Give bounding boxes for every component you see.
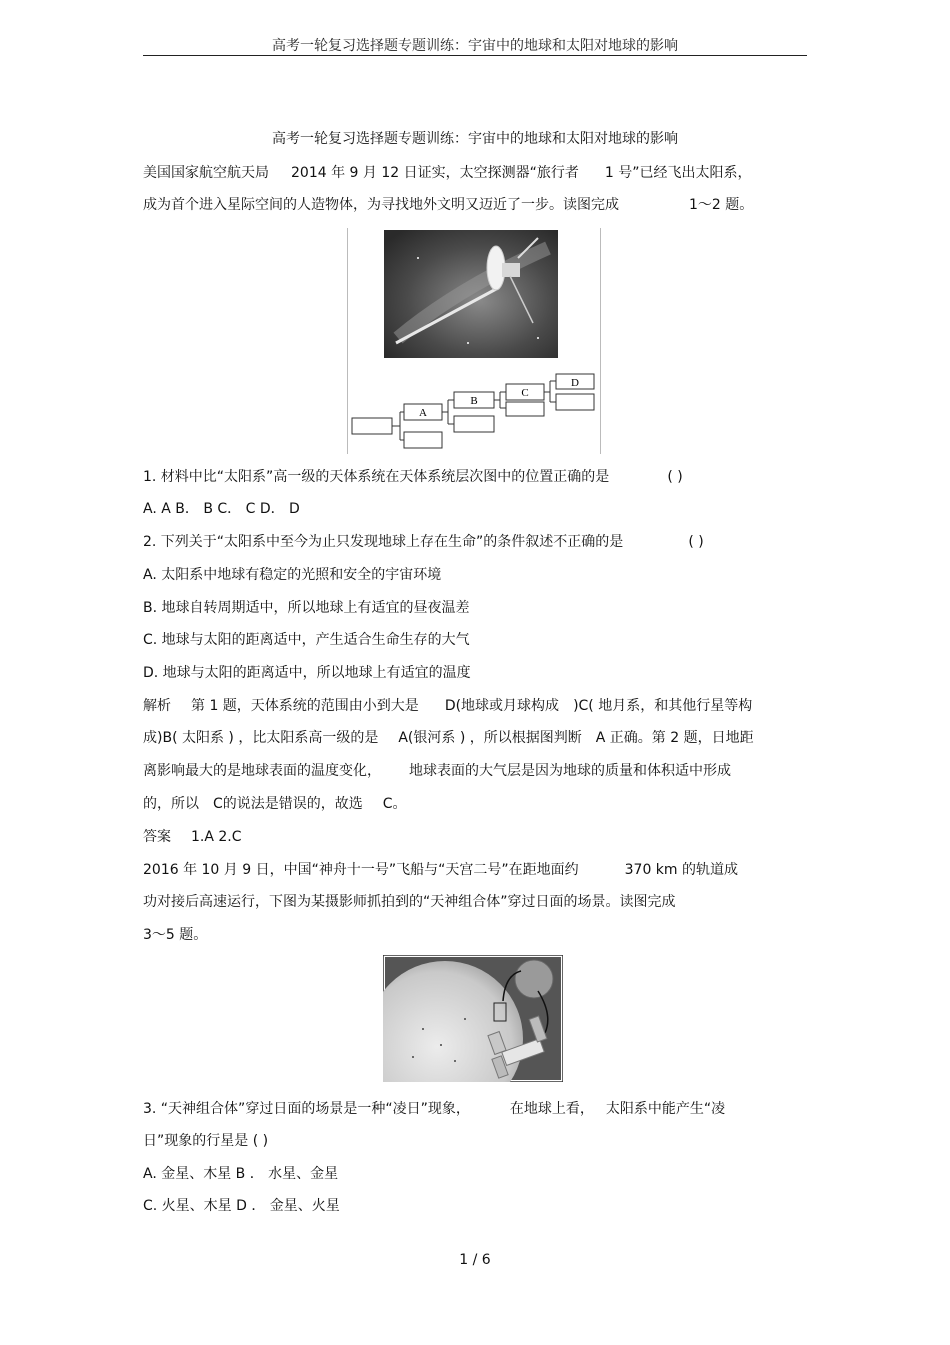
figure-sun-transit — [383, 955, 563, 1082]
analysis-l2-c: A 正确。第 2 题，日地距 — [595, 730, 754, 746]
voyager-body — [502, 263, 520, 277]
label-d: D — [571, 377, 579, 389]
question-1-text: 1. 材料中比“太阳系”高一级的天体系统在天体系统层次图中的位置正确的是 — [143, 469, 610, 485]
box-c-sibling — [506, 402, 544, 416]
box-d-sibling — [556, 394, 594, 410]
box-b-sibling — [454, 416, 494, 432]
answer-line — [143, 826, 242, 846]
question-3-line-1 — [143, 1098, 725, 1118]
analysis-l2-b: A(银河系 ) ，所以根据图判断 — [398, 730, 582, 746]
analysis-l3-b: 地球表面的大气层是因为地球的质量和体积适中形成 — [409, 763, 731, 779]
intro-1-line-2 — [143, 194, 753, 214]
page-number: 1 / 6 — [459, 1252, 491, 1268]
question-3-options-cd: C. 火星、木星 D ． 金星、火星 — [143, 1198, 340, 1214]
question-1 — [143, 466, 683, 486]
running-header: 高考一轮复习选择题专题训练：宇宙中的地球和太阳对地球的影响 — [272, 38, 678, 54]
label-a: A — [419, 407, 427, 419]
intro-2-part-b: 370 km 的轨道成 — [624, 862, 738, 878]
answer-label: 答案 — [143, 829, 171, 845]
box-a-sibling — [404, 432, 442, 448]
analysis-l4-a: 的，所以 — [143, 796, 199, 812]
analysis-l2-a: 成)B( 太阳系 ) ，比太阳系高一级的是 — [143, 730, 379, 746]
hierarchy-diagram — [352, 374, 594, 448]
analysis-line-2 — [143, 727, 754, 747]
answer-value: 1.A 2.C — [191, 829, 242, 845]
question-2-paren: ( ) — [688, 534, 704, 550]
analysis-l1-b: 第 1 题，天体系统的范围由小到大是 — [191, 698, 419, 714]
analysis-line-1 — [143, 695, 752, 715]
intro-1-line-2-b: 1～2 题。 — [689, 197, 754, 213]
intro-1-part-a: 美国国家航空航天局 — [143, 165, 269, 181]
question-3-part-b: 在地球上看， — [509, 1101, 594, 1117]
question-3-line-2: 日”现象的行星是 ( ) — [143, 1133, 269, 1149]
star — [537, 337, 539, 339]
document-title: 高考一轮复习选择题专题训练：宇宙中的地球和太阳对地球的影响 — [272, 131, 678, 147]
intro-2-line-3: 3～5 题。 — [143, 927, 208, 943]
star — [417, 257, 419, 259]
intro-1-part-b: 2014 年 9 月 12 日证实，太空探测器“旅行者 — [291, 165, 579, 181]
figure-1-svg — [348, 228, 600, 454]
question-1-options: A. A B． B C． C D． D — [143, 501, 300, 517]
question-2-text: 2. 下列关于“太阳系中至今为止只发现地球上存在生命”的条件叙述不正确的是 — [143, 534, 624, 550]
analysis-label: 解析 — [143, 698, 171, 714]
question-3-options-ab: A. 金星、木星 B ． 水星、金星 — [143, 1166, 339, 1182]
star — [467, 342, 469, 344]
analysis-line-4 — [143, 793, 407, 813]
intro-1-line-1 — [143, 162, 751, 182]
analysis-l4-b: C的说法是错误的，故选 — [213, 796, 363, 812]
intro-2-part-a: 2016 年 10 月 9 日，中国“神舟十一号”飞船与“天宫二号”在距地面约 — [143, 862, 579, 878]
analysis-l1-c: D(地球或月球构成 — [444, 698, 560, 714]
question-3-part-a: 3. “天神组合体”穿过日面的场景是一种“凌日”现象， — [143, 1101, 470, 1117]
question-2 — [143, 531, 704, 551]
intro-1-line-2-a: 成为首个进入星际空间的人造物体，为寻找地外文明又迈近了一步。读图完成 — [143, 197, 619, 213]
analysis-l1-d: )C( 地月系，和其他行星等构 — [573, 698, 753, 714]
label-c: C — [521, 387, 529, 399]
analysis-line-3 — [143, 760, 731, 780]
intro-1-part-c: 1 号”已经飞出太阳系， — [604, 165, 752, 181]
question-3-part-c: 太阳系中能产生“凌 — [605, 1101, 726, 1117]
question-1-paren: ( ) — [667, 469, 683, 485]
analysis-l3-a: 离影响最大的是地球表面的温度变化， — [143, 763, 381, 779]
zoom-circle — [515, 960, 553, 998]
question-2-option-c: C. 地球与太阳的距离适中，产生适合生命生存的大气 — [143, 632, 470, 648]
question-2-option-a: A. 太阳系中地球有稳定的光照和安全的宇宙环境 — [143, 567, 442, 583]
intro-2-line-2: 功对接后高速运行，下图为某摄影师抓拍到的“天神组合体”穿过日面的场景。读图完成 — [143, 894, 676, 910]
box-root — [352, 418, 392, 434]
header-rule — [143, 55, 807, 56]
figure-2-svg — [383, 955, 563, 1082]
figure-voyager-hierarchy — [347, 228, 601, 454]
question-2-option-d: D. 地球与太阳的距离适中，所以地球上有适宜的温度 — [143, 665, 471, 681]
intro-2-line-1 — [143, 859, 738, 879]
question-2-option-b: B. 地球自转周期适中，所以地球上有适宜的昼夜温差 — [143, 600, 470, 616]
analysis-l4-c: C。 — [382, 796, 407, 812]
label-b: B — [470, 395, 478, 407]
